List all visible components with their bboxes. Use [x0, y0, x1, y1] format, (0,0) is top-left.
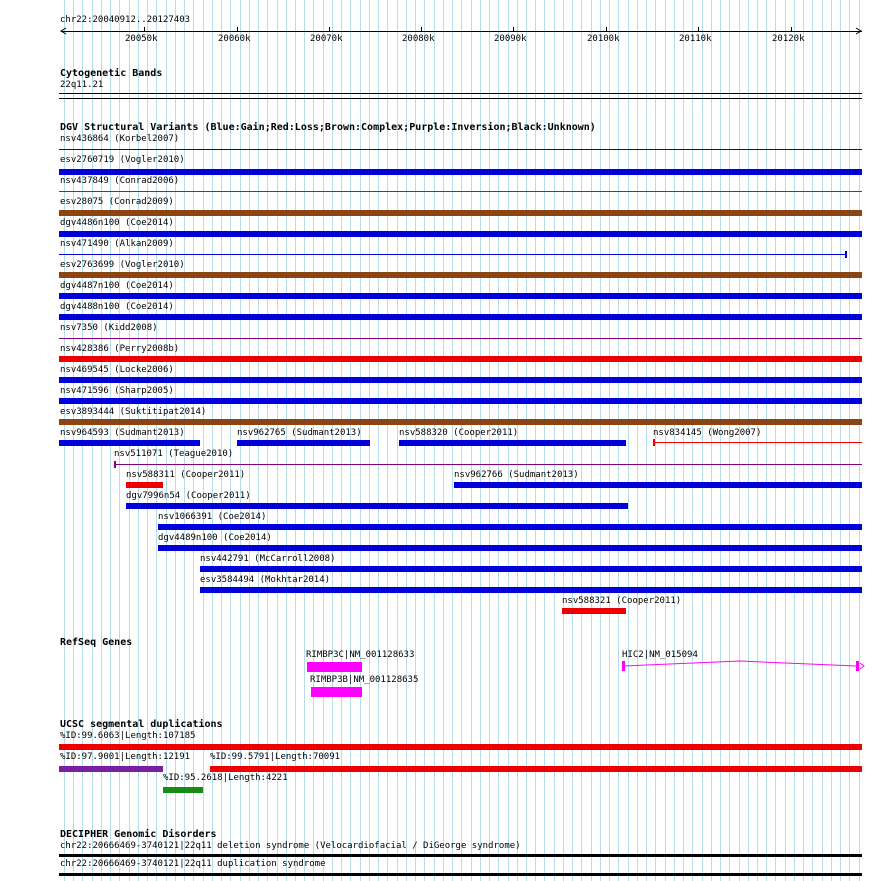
- dgv-feature-label: esv2760719 (Vogler2010): [60, 155, 185, 165]
- ruler-tick-label: 20100k: [587, 34, 620, 44]
- dgv-feature-label: nsv7350 (Kidd2008): [60, 323, 158, 333]
- dgv-feature-label: dgv4487n100 (Coe2014): [60, 281, 174, 291]
- refseq-gene-label: RIMBP3B|NM_001128635: [310, 675, 419, 685]
- segdup-feature-bar[interactable]: [210, 766, 862, 772]
- dgv-feature-label: nsv471490 (Alkan2009): [60, 239, 174, 249]
- segdup-feature-label: %ID:97.9001|Length:12191: [60, 752, 191, 762]
- dgv-feature-label: nsv442791 (McCarroll2008): [200, 554, 336, 564]
- dgv-feature-label: esv3584494 (Mokhtar2014): [200, 575, 331, 585]
- ruler-tick-label: 20110k: [679, 34, 712, 44]
- dgv-feature-label: nsv834145 (Wong2007): [653, 428, 762, 438]
- segdup-feature-bar[interactable]: [59, 766, 163, 772]
- ruler-label: chr22:20040912..20127403: [60, 15, 191, 25]
- dgv-feature-label: nsv1066391 (Coe2014): [158, 512, 267, 522]
- dgv-feature-label: esv3893444 (Suktitipat2014): [60, 407, 207, 417]
- ruler-tick-label: 20090k: [494, 34, 527, 44]
- decipher-feature-label: chr22:20666469-3740121|22q11 deletion syndrome (Velocardiofacial / DiGeorge syndrome): [60, 841, 521, 851]
- dgv-feature-label: nsv471596 (Sharp2005): [60, 386, 174, 396]
- segdup-feature-bar[interactable]: [59, 744, 862, 750]
- segdup-feature-label: %ID:95.2618|Length:4221: [163, 773, 288, 783]
- ruler-tick-label: 20120k: [772, 34, 805, 44]
- segdup-feature-bar[interactable]: [163, 787, 203, 793]
- refseq-gene-label: HIC2|NM_015094: [622, 650, 698, 660]
- dgv-feature-label: nsv437849 (Conrad2006): [60, 176, 180, 186]
- dgv-feature-label: dgv4488n100 (Coe2014): [60, 302, 174, 312]
- dgv-feature-label: nsv428386 (Perry2008b): [60, 344, 180, 354]
- decipher-track-title: DECIPHER Genomic Disorders: [60, 829, 217, 840]
- segdup-feature-label: %ID:99.6063|Length:107185: [60, 731, 196, 741]
- dgv-feature-label: nsv962765 (Sudmant2013): [237, 428, 362, 438]
- cytoband-track-title: Cytogenetic Bands: [60, 68, 163, 79]
- dgv-feature-label: nsv962766 (Sudmant2013): [454, 470, 579, 480]
- decipher-feature-bar[interactable]: [59, 873, 862, 876]
- ruler-tick-label: 20060k: [218, 34, 251, 44]
- cytoband-label: 22q11.21: [60, 80, 104, 90]
- dgv-track-title: DGV Structural Variants (Blue:Gain;Red:Loss;Brown:Complex;Purple:Inversion;Black:Unknown): [60, 122, 596, 133]
- ruler-tick-label: 20050k: [125, 34, 158, 44]
- ruler-tick-label: 20080k: [402, 34, 435, 44]
- dgv-feature-label: nsv588311 (Cooper2011): [126, 470, 246, 480]
- dgv-feature-label: dgv4486n100 (Coe2014): [60, 218, 174, 228]
- decipher-feature-bar[interactable]: [59, 854, 862, 857]
- dgv-feature-label: nsv436864 (Korbel2007): [60, 134, 180, 144]
- dgv-feature-label: esv28075 (Conrad2009): [60, 197, 174, 207]
- dgv-feature-label: nsv469545 (Locke2006): [60, 365, 174, 375]
- ruler-tick-label: 20070k: [310, 34, 343, 44]
- dgv-feature-label: nsv588321 (Cooper2011): [562, 596, 682, 606]
- dgv-feature-label: esv2763699 (Vogler2010): [60, 260, 185, 270]
- dgv-feature-label: dgv7996n54 (Cooper2011): [126, 491, 251, 501]
- dgv-feature-label: nsv511071 (Teague2010): [114, 449, 234, 459]
- decipher-feature-label: chr22:20666469-3740121|22q11 duplication syndrome: [60, 859, 326, 869]
- dgv-feature-label: dgv4489n100 (Coe2014): [158, 533, 272, 543]
- refseq-gene-label: RIMBP3C|NM_001128633: [306, 650, 415, 660]
- dgv-feature-label: nsv964593 (Sudmant2013): [60, 428, 185, 438]
- segdup-feature-label: %ID:99.5791|Length:70091: [210, 752, 341, 762]
- segdup-track-title: UCSC segmental duplications: [60, 719, 223, 730]
- refseq-track-title: RefSeq Genes: [60, 637, 133, 648]
- dgv-feature-label: nsv588320 (Cooper2011): [399, 428, 519, 438]
